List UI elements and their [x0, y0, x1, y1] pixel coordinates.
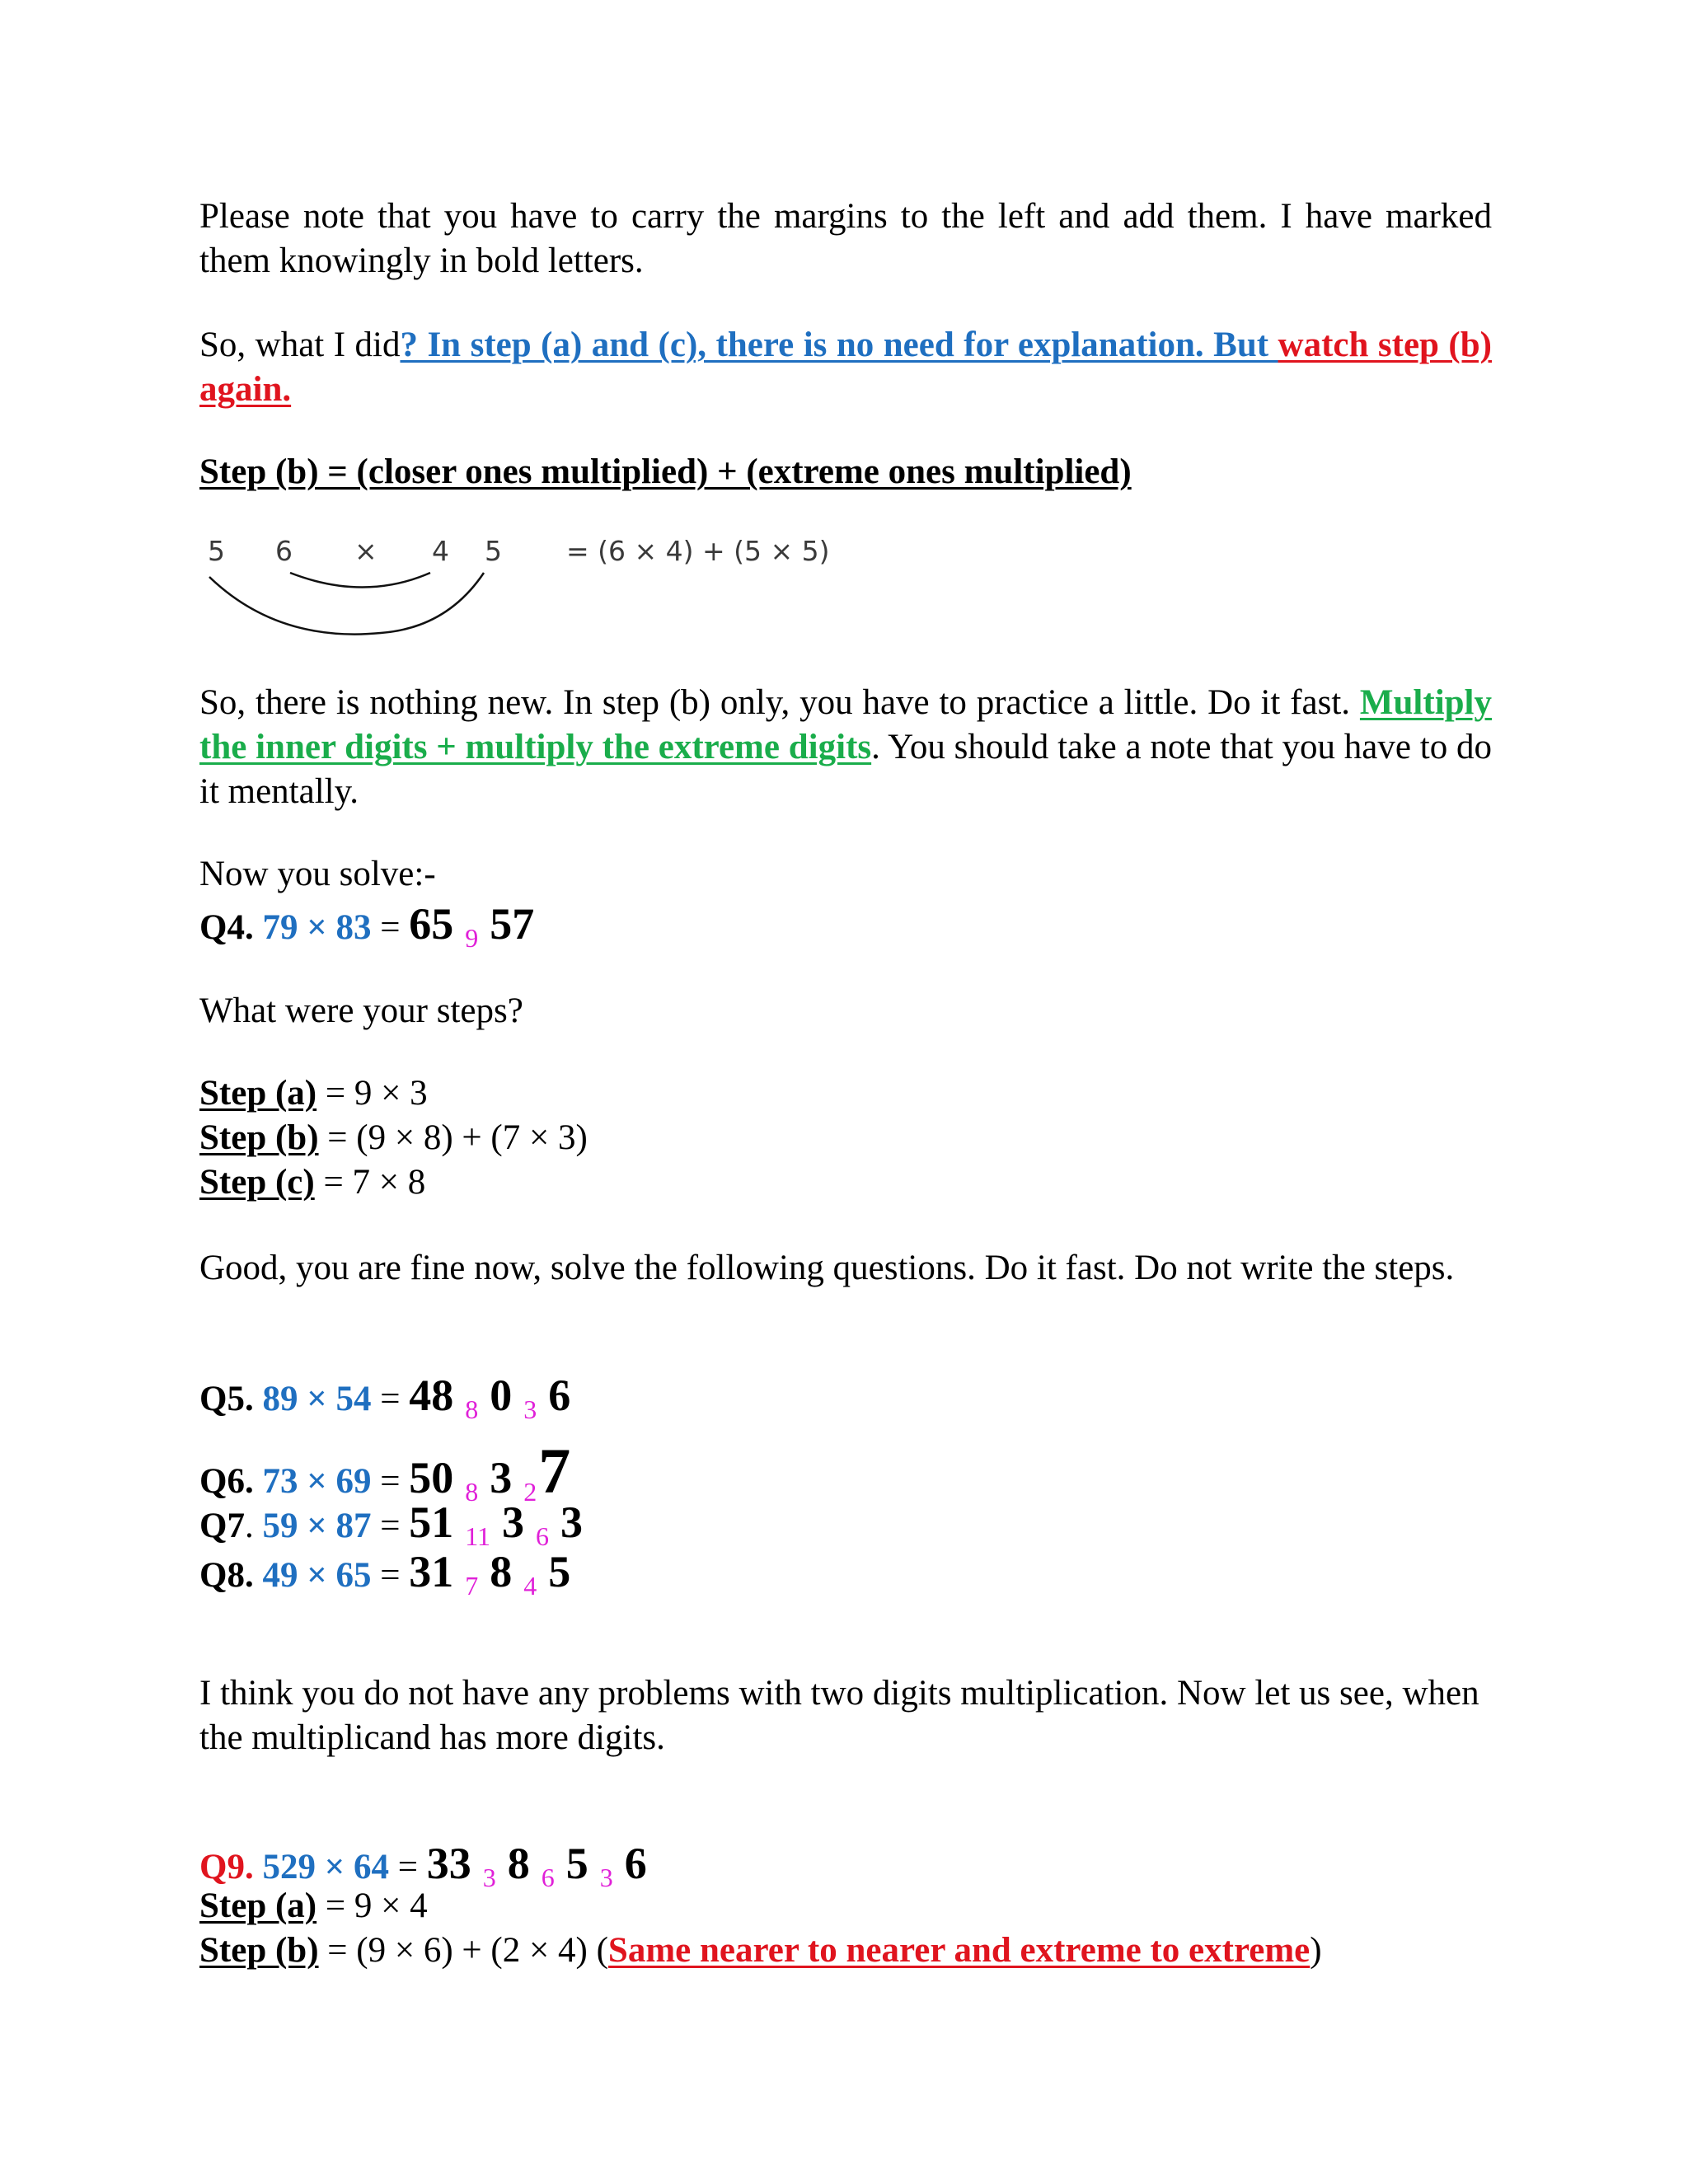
q5-answer-part: 48: [409, 1371, 454, 1420]
step-b-line: [199, 1116, 1492, 1160]
nothing-new-text: So, there is nothing new. In step (b) only, you have to practice a little. Do it fast.: [199, 683, 1351, 722]
q9-carry: 3: [482, 1863, 496, 1892]
inner-extreme-highlight: Multiply the inner digits + multiply the extreme digits: [199, 683, 1492, 766]
good-text: Good, you are fine now, solve the following questions. Do it fast. Do not write the steps.: [199, 1249, 1455, 1287]
diagram-digit-3: 4: [432, 535, 449, 567]
q4-steps: [199, 1071, 1492, 1205]
extreme-digits-arc: [209, 573, 484, 635]
q8-carry: 4: [523, 1571, 537, 1601]
q5-equals: =: [371, 1380, 410, 1418]
q9-equals: =: [388, 1848, 427, 1886]
nothing-new-paragraph: [199, 681, 1492, 814]
intro-text: Please note that you have to carry the margins to the left and add them. I have marked them knowingly in bold letters.: [199, 197, 1492, 280]
step-b-formula: = (9 × 8) + (7 × 3): [318, 1118, 588, 1157]
step-c-label: Step (c): [199, 1163, 315, 1202]
think-paragraph: [199, 1671, 1492, 1760]
q6-carry: 2: [523, 1477, 537, 1507]
question-q4: [199, 898, 534, 954]
inner-digits-arc: [290, 573, 430, 588]
step-a-formula: = 9 × 3: [316, 1074, 428, 1113]
diagram-formula: = (6 × 4) + (5 × 5): [566, 535, 830, 567]
q6-answer-part: 3: [490, 1453, 513, 1502]
now-you-solve: [199, 852, 1492, 897]
q8-answer-part: 8: [490, 1547, 513, 1596]
step-a-line: [199, 1071, 1492, 1116]
nothing-new-rest: . You should take a note that you have to do it mentally.: [199, 728, 1493, 811]
q6-carry: 8: [465, 1477, 479, 1507]
q7-answer-part: 3: [502, 1497, 525, 1547]
what-i-did-paragraph: [199, 323, 1492, 412]
q4-answer-part: 57: [490, 899, 535, 949]
what-i-did-red-text: watch step (b) again.: [199, 326, 1492, 409]
q4-label: Q4.: [199, 908, 254, 947]
step-b-rule-text: Step (b) = (closer ones multiplied) + (extreme ones multiplied): [199, 452, 1132, 491]
step-b-label: Step (b): [199, 1118, 319, 1157]
q4-equals: =: [371, 908, 410, 947]
q9-step-a-line: [199, 1884, 1492, 1929]
now-you-solve-text: Now you solve:-: [199, 855, 436, 893]
q7-answer-part: 3: [560, 1497, 584, 1547]
q9-answer-part: 8: [507, 1839, 530, 1888]
q8-expression: 49 × 65: [262, 1556, 372, 1595]
q9-step-b-note: Same nearer to nearer and extreme to extreme: [607, 1931, 1311, 1970]
q8-answer-part: 5: [548, 1547, 571, 1596]
intro-paragraph: [199, 194, 1492, 284]
q9-steps: [199, 1884, 1492, 1973]
q5-label: Q5.: [199, 1380, 254, 1418]
q8-answer-part: 31: [409, 1547, 454, 1596]
step-b-rule: [199, 450, 1492, 494]
q4-answer-part: 65: [409, 899, 454, 949]
question-q7: [199, 1497, 583, 1552]
q6-answer-part: 7: [538, 1435, 571, 1507]
q5-expression: 89 × 54: [262, 1380, 372, 1418]
q5-answer-part: 0: [490, 1371, 513, 1420]
step-c-formula: = 7 × 8: [314, 1163, 426, 1202]
q6-expression: 73 × 69: [262, 1462, 372, 1501]
q9-carry: 6: [541, 1863, 555, 1892]
question-q5: [199, 1370, 570, 1425]
q9-step-b-label: Step (b): [199, 1931, 319, 1970]
q7-label: Q7: [199, 1507, 245, 1545]
q8-equals: =: [371, 1556, 410, 1595]
q9-answer-part: 6: [624, 1839, 647, 1888]
q5-carry: 8: [465, 1394, 479, 1424]
what-i-did-prefix: So, what I did: [199, 326, 401, 364]
question-q8: [199, 1546, 570, 1601]
step-c-line: [199, 1160, 1492, 1205]
q6-label: Q6.: [199, 1462, 254, 1501]
q7-expression: 59 × 87: [262, 1507, 372, 1545]
q4-carry: 9: [465, 923, 479, 953]
q7-answer-part: 51: [409, 1497, 454, 1547]
q9-step-b-close: ): [1310, 1931, 1322, 1970]
q7-carry: 6: [536, 1521, 550, 1551]
q9-carry: 3: [599, 1863, 613, 1892]
what-were-your-steps: [199, 989, 1492, 1033]
q7-carry: 11: [465, 1521, 491, 1551]
q9-step-b-formula: = (9 × 6) + (2 × 4) (: [318, 1931, 608, 1970]
diagram-times-sign: ×: [354, 535, 377, 567]
q6-equals: =: [371, 1462, 410, 1501]
multiplication-arc-diagram: [199, 527, 859, 643]
diagram-digit-4: 5: [485, 535, 502, 567]
q7-dot: .: [244, 1507, 254, 1545]
q5-carry: 3: [523, 1394, 537, 1424]
q5-answer-part: 6: [548, 1371, 571, 1420]
good-paragraph: [199, 1246, 1492, 1291]
diagram-digit-1: 5: [208, 535, 225, 567]
q8-label: Q8.: [199, 1556, 254, 1595]
q9-step-a-formula: = 9 × 4: [316, 1886, 428, 1925]
step-a-label: Step (a): [199, 1074, 317, 1113]
q8-carry: 7: [465, 1571, 479, 1601]
q4-expression: 79 × 83: [262, 908, 372, 947]
q9-expression: 529 × 64: [262, 1848, 389, 1886]
q9-answer-part: 5: [565, 1839, 588, 1888]
diagram-digit-2: 6: [275, 535, 293, 567]
q6-answer-part: 50: [409, 1453, 454, 1502]
what-i-did-blue-text: ? In step (a) and (c), there is no need for explanation. But: [400, 326, 1278, 364]
q9-label: Q9.: [199, 1848, 254, 1886]
q7-equals: =: [371, 1507, 410, 1545]
what-were-your-steps-text: What were your steps?: [199, 991, 523, 1030]
q9-step-b-line: [199, 1929, 1492, 1973]
q9-step-a-label: Step (a): [199, 1886, 317, 1925]
think-text: I think you do not have any problems with two digits multiplication. Now let us see, when the multiplicand has more digits.: [199, 1674, 1479, 1757]
q9-answer-part: 33: [426, 1839, 471, 1888]
